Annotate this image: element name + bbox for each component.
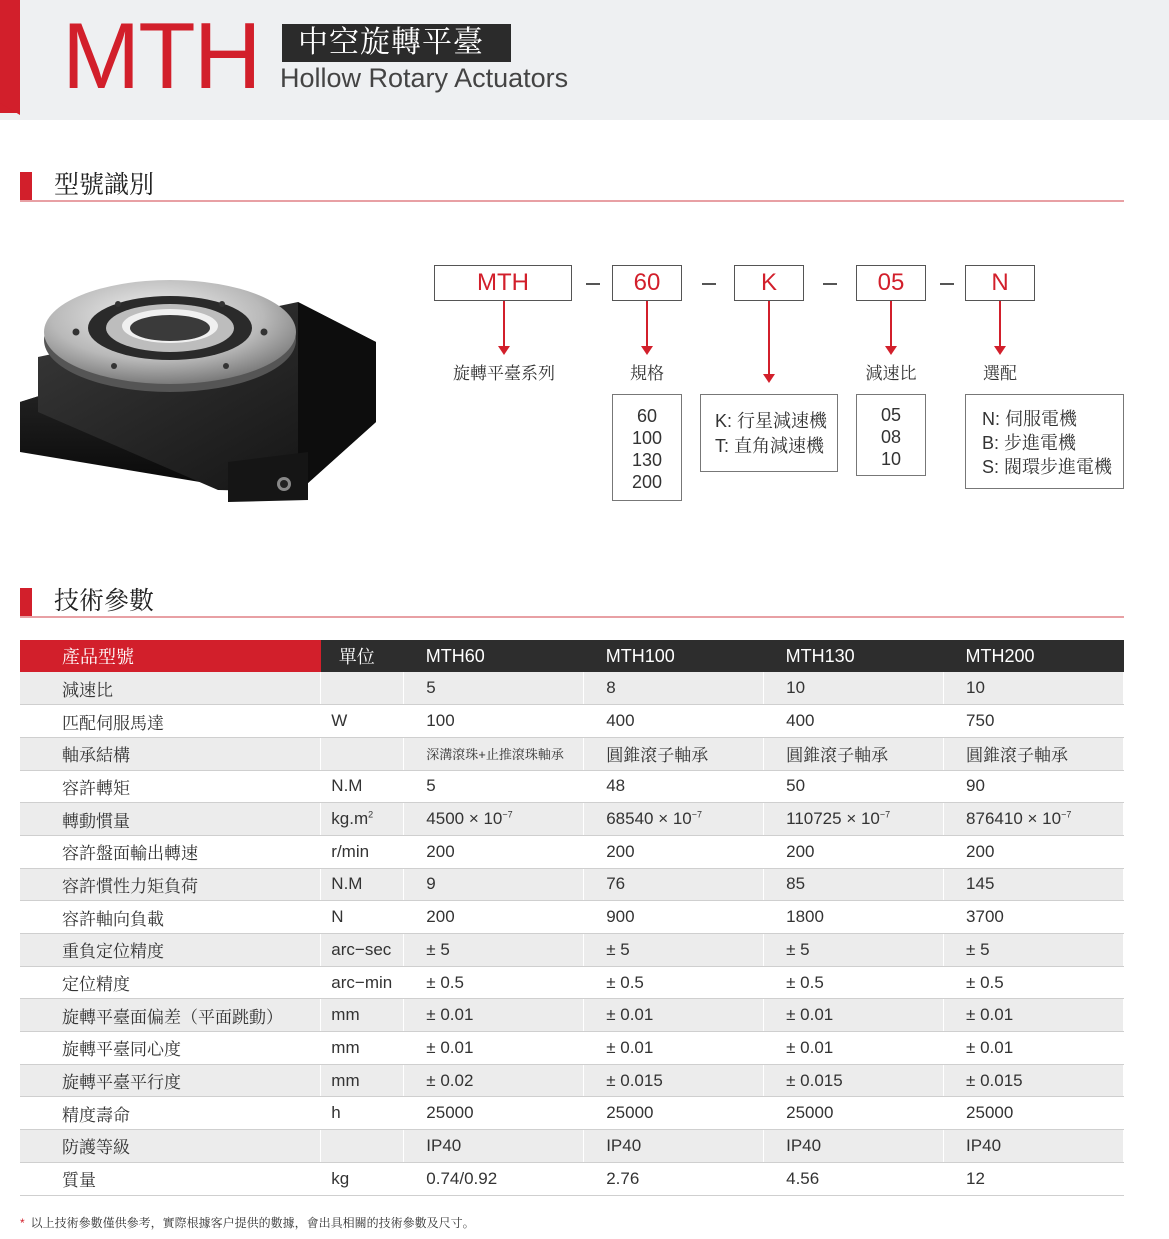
header-product-model: 產品型號 [20,640,321,672]
size-option: 60 [636,406,658,426]
code-dash [940,283,954,285]
param-value: 25000 [584,1097,764,1130]
section-marker [20,172,32,200]
param-value: ± 5 [764,934,944,967]
motor-option: N: 伺服電機 [982,409,1078,429]
reducer-options-box [700,394,838,472]
size-option: 200 [631,472,663,492]
section-title: 技術參數 [54,587,155,615]
spec-table [20,640,1124,1196]
param-value: ± 0.5 [404,966,584,999]
header-red-bar [0,0,20,113]
footnote [20,1214,475,1231]
size-option: 130 [631,450,663,470]
param-value: ± 0.015 [584,1064,764,1097]
param-name: 容許軸向負載 [20,901,321,934]
param-unit: N.M [321,868,404,901]
code-box-option: N [965,265,1035,301]
param-unit [321,737,404,770]
size-options-box [612,394,682,501]
table-row [20,705,1124,738]
arrow-down-icon [646,301,648,347]
code-dash [586,283,600,285]
param-value: 10 [944,672,1124,705]
rotary-actuator-image [18,262,380,507]
param-unit: h [321,1097,404,1130]
param-value: ± 0.01 [944,1032,1124,1065]
param-value: ± 5 [404,934,584,967]
table-row [20,966,1124,999]
param-name: 旋轉平臺同心度 [20,1032,321,1065]
code-box-ratio: 05 [856,265,926,301]
header-unit: 單位 [321,640,404,672]
param-value: 圓錐滾子軸承 [584,737,764,770]
param-value: 5 [404,770,584,803]
param-value: 48 [584,770,764,803]
superscript: −7 [502,809,513,820]
table-row [20,999,1124,1032]
table-row [20,803,1124,836]
param-value: ± 0.01 [944,999,1124,1032]
reducer-option: K: 行星減速機 [715,411,828,431]
param-value: 25000 [404,1097,584,1130]
footnote-text: 以上技術參數僅供參考，實際根據客户提供的數據，會出具相關的技術參數及尺寸。 [30,1216,475,1230]
section-title: 型號識別 [54,171,155,199]
table-row [20,1130,1124,1163]
param-unit: W [321,705,404,738]
param-name: 質量 [20,1162,321,1195]
param-value: 400 [584,705,764,738]
param-value: $110725 \times 10^{-7}$ [764,803,944,836]
param-value: 8 [584,672,764,705]
param-value: IP40 [584,1130,764,1163]
param-value: 圓錐滾子軸承 [764,737,944,770]
param-value: 25000 [764,1097,944,1130]
param-value: 145 [944,868,1124,901]
code-box-series: MTH [434,265,572,301]
superscript: −7 [879,809,891,820]
param-name: 重負定位精度 [20,934,321,967]
param-value: 25000 [944,1097,1124,1130]
param-value: 1800 [764,901,944,934]
param-unit: N [321,901,404,934]
param-value: ± 0.5 [944,966,1124,999]
footnote-star: * [20,1216,25,1230]
param-unit: arc−sec [321,934,404,967]
param-unit: mm [321,1032,404,1065]
code-box-size: 60 [612,265,682,301]
header-mth60: MTH60 [404,640,584,672]
param-value: 200 [404,901,584,934]
param-value: IP40 [764,1130,944,1163]
title-english: Hollow Rotary Actuators [280,63,569,93]
param-value: 9 [404,868,584,901]
arrow-down-icon [503,301,505,347]
label-ratio: 減速比 [865,364,917,383]
param-unit: mm [321,1064,404,1097]
param-value: 4.56 [764,1162,944,1195]
param-name: 旋轉平臺面偏差（平面跳動） [20,999,321,1032]
param-unit [321,1130,404,1163]
param-value: ± 0.01 [404,999,584,1032]
param-value: 10 [764,672,944,705]
param-name: 旋轉平臺平行度 [20,1064,321,1097]
table-row [20,1162,1124,1195]
param-unit: $kg.m^2$ [321,803,404,836]
table-row [20,1032,1124,1065]
motor-option: B: 步進電機 [982,433,1077,453]
param-unit: kg [321,1162,404,1195]
param-value: ± 0.5 [584,966,764,999]
param-value: ± 0.015 [944,1064,1124,1097]
table-row [20,672,1124,705]
param-value: 400 [764,705,944,738]
param-value: ± 0.01 [764,999,944,1032]
param-unit [321,672,404,705]
table-row [20,934,1124,967]
param-name: 容許盤面輸出轉速 [20,835,321,868]
header-mth100: MTH100 [584,640,764,672]
table-row [20,868,1124,901]
superscript: 2 [368,809,374,820]
brand-logo: MTH [62,3,260,108]
param-value: 圓錐滾子軸承 [944,737,1124,770]
param-value: 2.76 [584,1162,764,1195]
param-value: 5 [404,672,584,705]
title-chinese: 中空旋轉平臺 [282,24,511,62]
param-value: ± 0.015 [764,1064,944,1097]
param-value: 12 [944,1162,1124,1195]
ratio-option: 10 [880,449,902,469]
code-dash [702,283,716,285]
superscript: −7 [691,809,703,820]
size-option: 100 [631,428,663,448]
param-value: 85 [764,868,944,901]
table-row [20,737,1124,770]
param-value: $4500 \times 10^{-7}$ [404,803,584,836]
table-header-row [20,640,1124,672]
table-row [20,770,1124,803]
superscript: −7 [1061,809,1072,820]
param-value: ± 0.02 [404,1064,584,1097]
param-value: ± 5 [944,934,1124,967]
param-name: 減速比 [20,672,321,705]
param-unit: arc−min [321,966,404,999]
code-dash [823,283,837,285]
motor-options-box [965,394,1124,489]
motor-option: S: 閥環步進電機 [982,457,1113,477]
table-row [20,1064,1124,1097]
param-name: 精度壽命 [20,1097,321,1130]
param-name: 容許轉矩 [20,770,321,803]
page-header [0,0,1169,120]
ratio-option: 05 [880,405,902,425]
param-value: 200 [404,835,584,868]
param-value: IP40 [944,1130,1124,1163]
param-value: 50 [764,770,944,803]
param-value: $876410 \times 10^{-7}$ [944,803,1124,836]
param-value: 深溝滾珠+止推滾珠軸承 [404,737,584,770]
param-value: 76 [584,868,764,901]
param-value: ± 5 [584,934,764,967]
param-value: 100 [404,705,584,738]
param-value: 3700 [944,901,1124,934]
param-value: ± 0.01 [764,1032,944,1065]
param-value: 200 [764,835,944,868]
param-value: 90 [944,770,1124,803]
param-value: 200 [584,835,764,868]
param-value: ± 0.5 [764,966,944,999]
section-model-id [20,168,1124,202]
reducer-option: T: 直角減速機 [715,436,825,456]
param-unit: mm [321,999,404,1032]
param-value: 900 [584,901,764,934]
param-name: 轉動慣量 [20,803,321,836]
section-marker [20,588,32,616]
param-value: $68540 \times 10^{-7}$ [584,803,764,836]
label-size: 規格 [630,364,664,383]
param-value: 750 [944,705,1124,738]
code-box-reducer: K [734,265,804,301]
table-row [20,901,1124,934]
table-row [20,1097,1124,1130]
param-unit: N.M [321,770,404,803]
ratio-option: 08 [880,427,902,447]
ratio-options-box [856,394,926,476]
param-value: ± 0.01 [404,1032,584,1065]
param-unit: r/min [321,835,404,868]
param-value: IP40 [404,1130,584,1163]
param-name: 匹配伺服馬達 [20,705,321,738]
label-option: 選配 [983,364,1017,383]
header-mth200: MTH200 [944,640,1124,672]
arrow-down-icon [890,301,892,347]
param-value: 200 [944,835,1124,868]
table-row [20,835,1124,868]
param-name: 防護等級 [20,1130,321,1163]
param-value: ± 0.01 [584,999,764,1032]
param-name: 定位精度 [20,966,321,999]
param-name: 軸承結構 [20,737,321,770]
arrow-down-icon [999,301,1001,347]
param-value: ± 0.01 [584,1032,764,1065]
section-tech-params [20,584,1124,618]
param-value: 0.74/0.92 [404,1162,584,1195]
arrow-down-icon [768,301,770,375]
label-series: 旋轉平臺系列 [453,364,555,383]
header-mth130: MTH130 [764,640,944,672]
param-name: 容許慣性力矩負荷 [20,868,321,901]
